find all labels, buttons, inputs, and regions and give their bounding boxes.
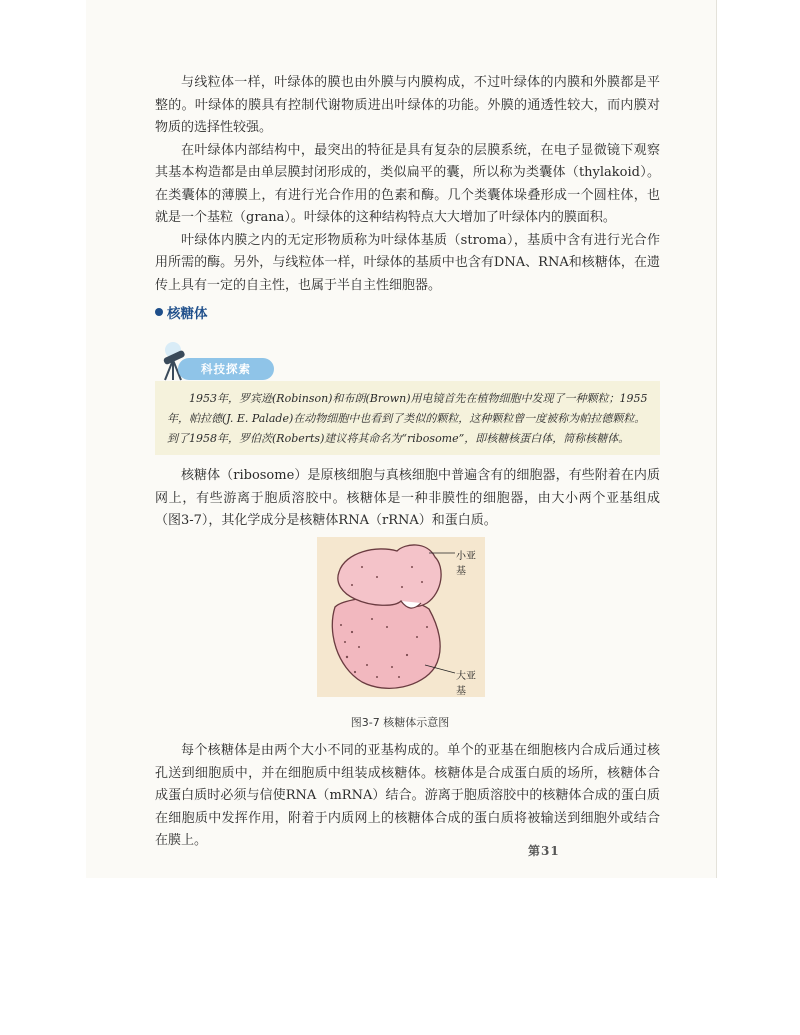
- ribosome-figure: [317, 537, 485, 697]
- figure-caption: 图3-7 核糖体示意图: [350, 716, 450, 729]
- explore-tag: 科技探索: [178, 358, 274, 380]
- bullet-icon: [155, 308, 163, 316]
- paragraph-stroma: 叶绿体内膜之内的无定形物质称为叶绿体基质（stroma），基质中含有进行光合作用所需的酶。另外，与线粒体一样，叶绿体的基质中也含有DNA、RNA和核糖体，在遗传上具有一定的自主性，也属于半自主性细胞器。: [155, 232, 660, 293]
- large-subunit-label: 大亚基: [456, 671, 476, 697]
- paragraph-membrane: 与线粒体一样，叶绿体的膜也由外膜与内膜构成，不过叶绿体的内膜和外膜都是平整的。叶绿体的膜具有控制代谢物质进出叶绿体的功能。外膜的通透性较大，而内膜对物质的选择性较强。: [155, 75, 660, 135]
- section-title: 核糖体: [167, 306, 208, 322]
- body-text-bottom: [155, 740, 660, 853]
- explore-text: 1953年，罗宾逊(Robinson)和布朗(Brown)用电镜首先在植物细胞中发现了一种颗粒；1955年，帕拉德(J. E. Palade)在动物细胞中也看到了类似的颗粒，这种颗粒曾一度被称为帕拉德颗粒。到了1958年，罗伯茨(Roberts)建议将其命名为“ribosome”，即核糖核蛋白体，简称核糖体。: [167, 392, 648, 445]
- body-text-mid: [155, 465, 660, 533]
- page-number: 第31: [528, 844, 560, 858]
- paragraph-ribosome-intro: 核糖体（ribosome）是原核细胞与真核细胞中普遍含有的细胞器，有些附着在内质网上，有些游离于胞质溶胶中。核糖体是一种非膜性的细胞器，由大小两个亚基组成（图3-7），其化学成分是核糖体RNA（rRNA）和蛋白质。: [155, 468, 660, 528]
- body-text-top: [155, 72, 660, 297]
- small-subunit-label: 小亚基: [456, 551, 476, 577]
- paragraph-thylakoid: 在叶绿体内部结构中，最突出的特征是具有复杂的层膜系统，在电子显微镜下观察其基本构造都是由单层膜封闭形成的，类似扁平的囊，所以称为类囊体（thylakoid）。在类囊体的薄膜上，有进行光合作用的色素和酶。几个类囊体垛叠形成一个圆柱体，也就是一个基粒（grana）。叶绿体的这种结构特点大大增加了叶绿体内的膜面积。: [155, 142, 660, 225]
- section-heading: [155, 302, 208, 322]
- explore-box: [155, 381, 660, 455]
- paragraph-ribosome-detail: 每个核糖体是由两个大小不同的亚基构成的。单个的亚基在细胞核内合成后通过核孔送到细胞质中，并在细胞质中组装成核糖体。核糖体是合成蛋白质的场所，核糖体合成蛋白质时必须与信使RNA（mRNA）结合。游离于胞质溶胶中的核糖体合成的蛋白质在细胞质中发挥作用，附着于内质网上的核糖体合成的蛋白质将被输送到细胞外或结合在膜上。: [155, 743, 660, 848]
